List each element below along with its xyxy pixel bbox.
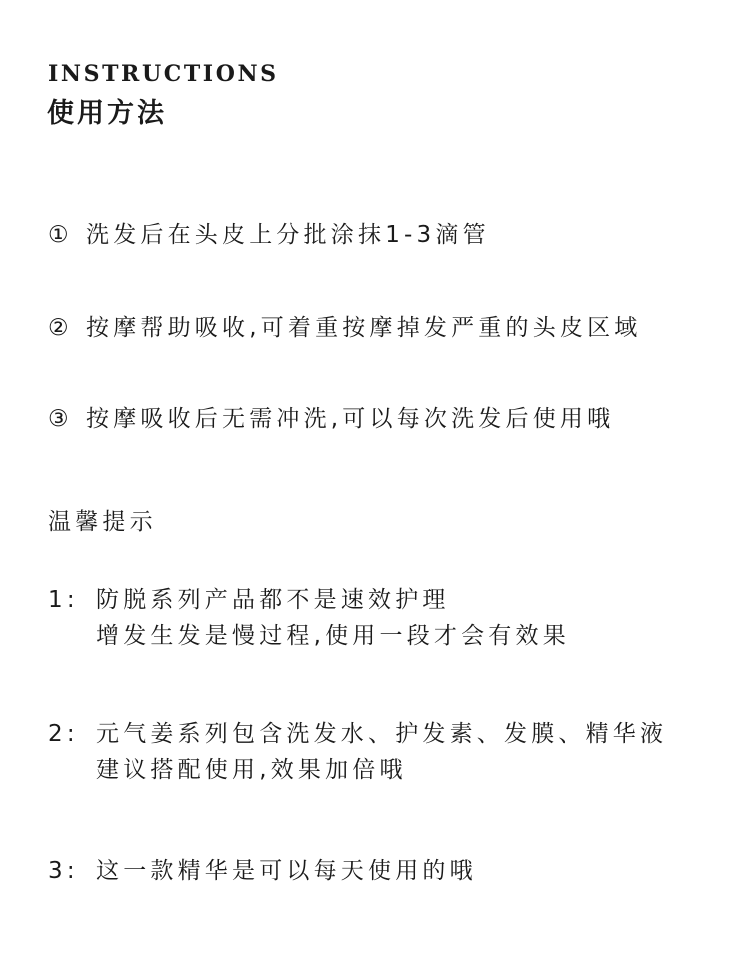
step-number: ② [48,315,73,341]
step-number: ① [48,222,73,248]
tip-number: 2: [48,721,79,747]
tip-number: 3: [48,858,79,884]
step-text: 洗发后在头皮上分批涂抹1-3滴管 [86,222,490,248]
page-title-en: INSTRUCTIONS [48,61,279,87]
tip-line: 建议搭配使用,效果加倍哦 [96,757,407,783]
step-text: 按摩吸收后无需冲洗,可以每次洗发后使用哦 [86,406,615,432]
tip-number: 1: [48,587,79,613]
step-item [48,311,642,345]
tip-lines [96,582,570,654]
tip-lines [96,716,667,788]
tip-line: 元气姜系列包含洗发水、护发素、发膜、精华液 [96,721,668,747]
tip-lines [96,853,477,889]
step-item [48,402,614,436]
page-title-zh: 使用方法 [47,98,167,129]
tip-line: 这一款精华是可以每天使用的哦 [96,858,477,884]
step-text: 按摩帮助吸收,可着重按摩掉发严重的头皮区域 [86,315,642,341]
tip-line: 防脱系列产品都不是速效护理 [96,587,450,613]
step-item [48,218,490,252]
tips-heading: 温馨提示 [48,509,157,535]
tip-line: 增发生发是慢过程,使用一段才会有效果 [96,623,570,649]
step-number: ③ [48,406,73,432]
